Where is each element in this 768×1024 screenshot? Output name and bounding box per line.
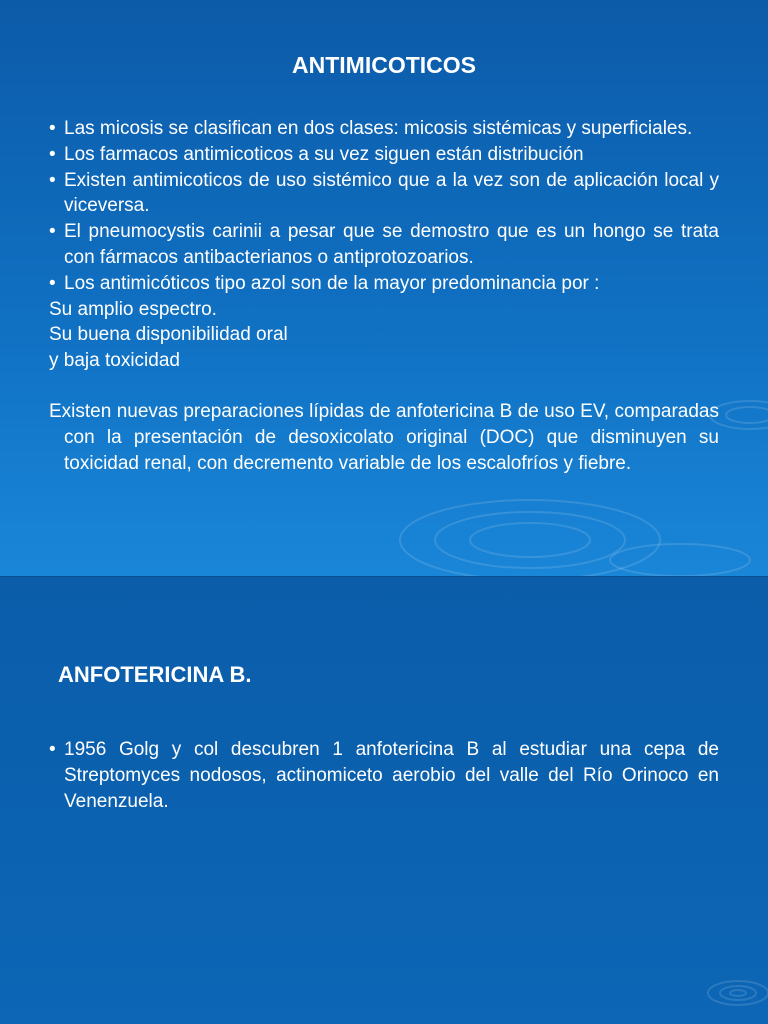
bullet-item: • Los antimicóticos tipo azol son de la mayor predominancia por : bbox=[49, 271, 719, 297]
bullet-item: • 1956 Golg y col descubren 1 anfotericina B al estudiar una cepa de Streptomyces nodosos, actinomiceto aerobio del valle del Río Orinoco en Venenzuela. bbox=[49, 737, 719, 815]
reason-line: Su amplio espectro. bbox=[49, 298, 217, 320]
bullet-list bbox=[49, 737, 719, 815]
bullet-item: • Los farmacos antimicoticos a su vez siguen están distribución bbox=[49, 142, 719, 168]
reason-line: y baja toxicidad bbox=[49, 350, 180, 372]
slide-body bbox=[49, 737, 719, 815]
slide-title: ANFOTERICINA B. bbox=[58, 662, 252, 687]
bullet-item: • Existen antimicoticos de uso sistémico que a la vez son de aplicación local y viceversa. bbox=[49, 168, 719, 220]
bullet-list bbox=[49, 116, 719, 297]
body-paragraph: Existen nuevas preparaciones lípidas de anfotericina B de uso EV, comparadas con la presentación de desoxicolato original (DOC) que disminuyen su toxicidad renal, con decremento variable de los escalofríos y fiebre. bbox=[49, 400, 719, 474]
slide-body bbox=[49, 116, 719, 476]
reason-line: Su buena disponibilidad oral bbox=[49, 324, 288, 346]
water-ripple-decoration bbox=[690, 957, 768, 1024]
bullet-item: • Las micosis se clasifican en dos clases: micosis sistémicas y superficiales. bbox=[49, 116, 719, 142]
slide-title: ANTIMICOTICOS bbox=[292, 52, 476, 78]
bullet-item: • El pneumocystis carinii a pesar que se demostro que es un hongo se trata con fármacos antibacterianos o antiprotozoarios. bbox=[49, 219, 719, 271]
